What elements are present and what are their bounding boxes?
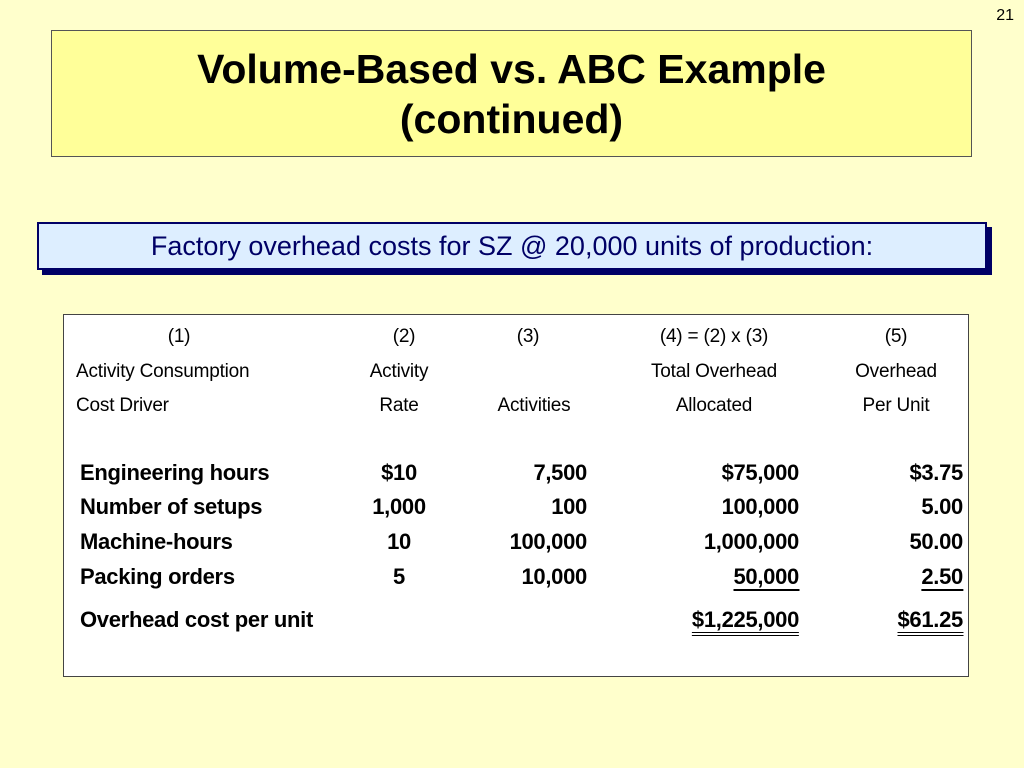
row3-per-unit: 50.00 xyxy=(909,529,963,554)
row2-driver: Number of setups xyxy=(80,494,263,519)
subtitle-box xyxy=(37,222,987,270)
col5-header-line1: Overhead xyxy=(855,361,937,382)
row3-rate: 10 xyxy=(387,529,411,554)
row1-rate: $10 xyxy=(381,460,417,485)
row2-activities: 100 xyxy=(551,494,587,519)
slide-title-line-2: (continued) xyxy=(399,95,624,142)
slide-number: 21 xyxy=(996,7,1014,24)
col1-number: (1) xyxy=(167,326,191,347)
total-row-label: Overhead cost per unit xyxy=(80,607,314,632)
row1-activities: 7,500 xyxy=(533,460,587,485)
row4-total: 50,000 xyxy=(733,564,799,589)
row3-activities: 100,000 xyxy=(509,529,587,554)
row3-total: 1,000,000 xyxy=(703,529,799,554)
col3-number: (3) xyxy=(516,326,540,347)
subtitle-text: Factory overhead costs for SZ @ 20,000 units of production: xyxy=(150,230,874,261)
col4-header-line1: Total Overhead xyxy=(650,361,778,382)
col1-header-line2: Cost Driver xyxy=(76,395,169,416)
col4-number: (4) = (2) x (3) xyxy=(659,326,769,347)
row1-total: $75,000 xyxy=(721,460,799,485)
row2-total: 100,000 xyxy=(721,494,799,519)
row4-rate: 5 xyxy=(393,564,405,589)
col2-header-line1: Activity xyxy=(369,361,429,382)
total-row-total: $1,225,000 xyxy=(692,609,799,636)
row1-driver: Engineering hours xyxy=(80,460,270,485)
col1-header-line1: Activity Consumption xyxy=(76,361,250,382)
row2-per-unit: 5.00 xyxy=(921,494,963,519)
col2-header-line2: Rate xyxy=(379,395,419,416)
row4-per-unit: 2.50 xyxy=(921,564,963,589)
col3-header-line2: Activities xyxy=(497,395,571,416)
row4-activities: 10,000 xyxy=(521,564,587,589)
row1-per-unit: $3.75 xyxy=(909,460,963,485)
title-box xyxy=(51,30,972,157)
row3-driver: Machine-hours xyxy=(80,529,233,554)
total-row-per-unit: $61.25 xyxy=(898,609,964,636)
col5-number: (5) xyxy=(884,326,908,347)
col4-header-line2: Allocated xyxy=(675,395,753,416)
slide-title-line-1: Volume-Based vs. ABC Example xyxy=(197,45,826,92)
subtitle-banner xyxy=(37,222,992,274)
row4-driver: Packing orders xyxy=(80,564,235,589)
col5-header-line2: Per Unit xyxy=(862,395,930,416)
row2-rate: 1,000 xyxy=(372,494,426,519)
col2-number: (2) xyxy=(392,326,416,347)
overhead-table xyxy=(63,314,969,677)
